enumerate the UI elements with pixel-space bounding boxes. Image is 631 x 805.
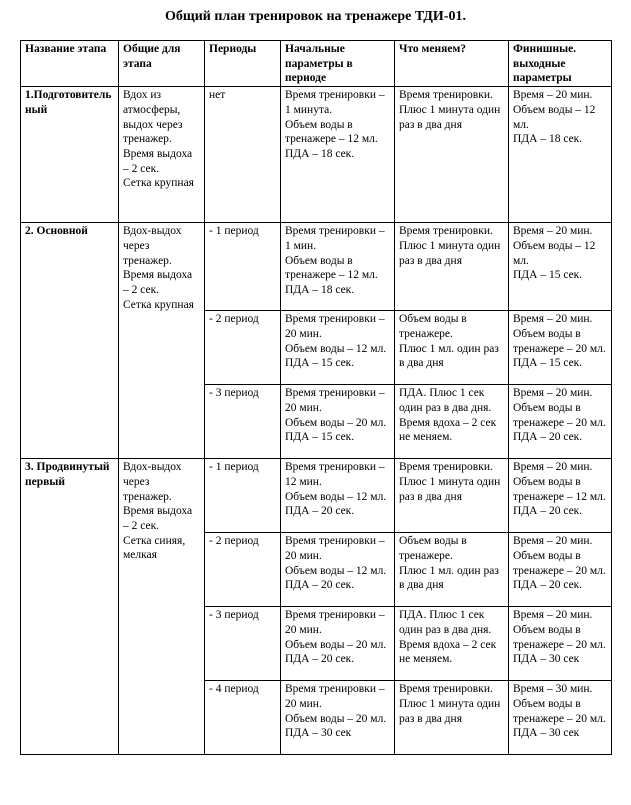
final-params-cell: Время – 20 мин. Объем воды – 12 мл. ПДА – 15 сек.	[509, 223, 612, 311]
change-cell: Время тренировки. Плюс 1 минута один раз в два дня	[395, 681, 509, 755]
header-final: Финишные. выходные параметры	[509, 41, 612, 87]
initial-params-cell: Время тренировки – 20 мин. Объем воды – 20 мл. ПДА – 30 сек	[281, 681, 395, 755]
period-cell: - 1 период	[205, 223, 281, 311]
period-cell: - 3 период	[205, 385, 281, 459]
header-general: Общие для этапа	[119, 41, 205, 87]
final-params-cell: Время – 20 мин. Объем воды в тренажере – 12 мл. ПДА – 20 сек.	[509, 459, 612, 533]
change-cell: Время тренировки. Плюс 1 минута один раз в два дня	[395, 87, 509, 223]
table-row	[21, 87, 612, 223]
period-cell: - 4 период	[205, 681, 281, 755]
period-cell: нет	[205, 87, 281, 223]
final-params-cell: Время – 20 мин. Объем воды в тренажере – 20 мл. ПДА – 30 сек	[509, 607, 612, 681]
final-params-cell: Время – 20 мин. Объем воды в тренажере – 20 мл. ПДА – 20 сек.	[509, 533, 612, 607]
header-initial: Начальные параметры в периоде	[281, 41, 395, 87]
final-params-cell: Время – 30 мин. Объем воды в тренажере – 20 мл. ПДА – 30 сек	[509, 681, 612, 755]
initial-params-cell: Время тренировки – 20 мин. Объем воды – 20 мл. ПДА – 20 сек.	[281, 607, 395, 681]
change-cell: Объем воды в тренажере. Плюс 1 мл. один раз в два дня	[395, 533, 509, 607]
stage-general-cell: Вдох-выдох через тренажер. Время выдоха – 2 сек. Сетка синяя, мелкая	[119, 459, 205, 755]
period-cell: - 2 период	[205, 311, 281, 385]
stage-general-cell: Вдох из атмосферы, выдох через тренажер. Время выдоха – 2 сек. Сетка крупная	[119, 87, 205, 223]
final-params-cell: Время – 20 мин. Объем воды – 12 мл. ПДА – 18 сек.	[509, 87, 612, 223]
stage-name-cell: 3. Продвинутый первый	[21, 459, 119, 755]
initial-params-cell: Время тренировки – 1 минута. Объем воды в тренажере – 12 мл. ПДА – 18 сек.	[281, 87, 395, 223]
table-row	[21, 459, 612, 533]
header-change: Что меняем?	[395, 41, 509, 87]
period-cell: - 1 период	[205, 459, 281, 533]
stage-general-cell: Вдох-выдох через тренажер. Время выдоха – 2 сек. Сетка крупная	[119, 223, 205, 459]
initial-params-cell: Время тренировки – 20 мин. Объем воды – 12 мл. ПДА – 15 сек.	[281, 311, 395, 385]
stage-name-cell: 1.Подготовительный	[21, 87, 119, 223]
training-plan-table	[20, 40, 612, 755]
period-cell: - 2 период	[205, 533, 281, 607]
final-params-cell: Время – 20 мин. Объем воды в тренажере – 20 мл. ПДА – 20 сек.	[509, 385, 612, 459]
initial-params-cell: Время тренировки – 20 мин. Объем воды – 20 мл. ПДА – 15 сек.	[281, 385, 395, 459]
page-title: Общий план тренировок на тренажере ТДИ-01.	[165, 9, 466, 24]
header-stage: Название этапа	[21, 41, 119, 87]
initial-params-cell: Время тренировки – 20 мин. Объем воды – 12 мл. ПДА – 20 сек.	[281, 533, 395, 607]
initial-params-cell: Время тренировки – 1 мин. Объем воды в тренажере – 12 мл. ПДА – 18 сек.	[281, 223, 395, 311]
header-periods: Периоды	[205, 41, 281, 87]
change-cell: Время тренировки. Плюс 1 минута один раз в два дня	[395, 223, 509, 311]
change-cell: ПДА. Плюс 1 сек один раз в два дня. Время вдоха – 2 сек не меняем.	[395, 385, 509, 459]
initial-params-cell: Время тренировки – 12 мин. Объем воды – 12 мл. ПДА – 20 сек.	[281, 459, 395, 533]
stage-name-cell: 2. Основной	[21, 223, 119, 459]
table-row	[21, 223, 612, 311]
final-params-cell: Время – 20 мин. Объем воды в тренажере – 20 мл. ПДА – 15 сек.	[509, 311, 612, 385]
period-cell: - 3 период	[205, 607, 281, 681]
change-cell: ПДА. Плюс 1 сек один раз в два дня. Время вдоха – 2 сек не меняем.	[395, 607, 509, 681]
header-row	[21, 41, 612, 87]
change-cell: Объем воды в тренажере. Плюс 1 мл. один раз в два дня	[395, 311, 509, 385]
change-cell: Время тренировки. Плюс 1 минута один раз в два дня	[395, 459, 509, 533]
